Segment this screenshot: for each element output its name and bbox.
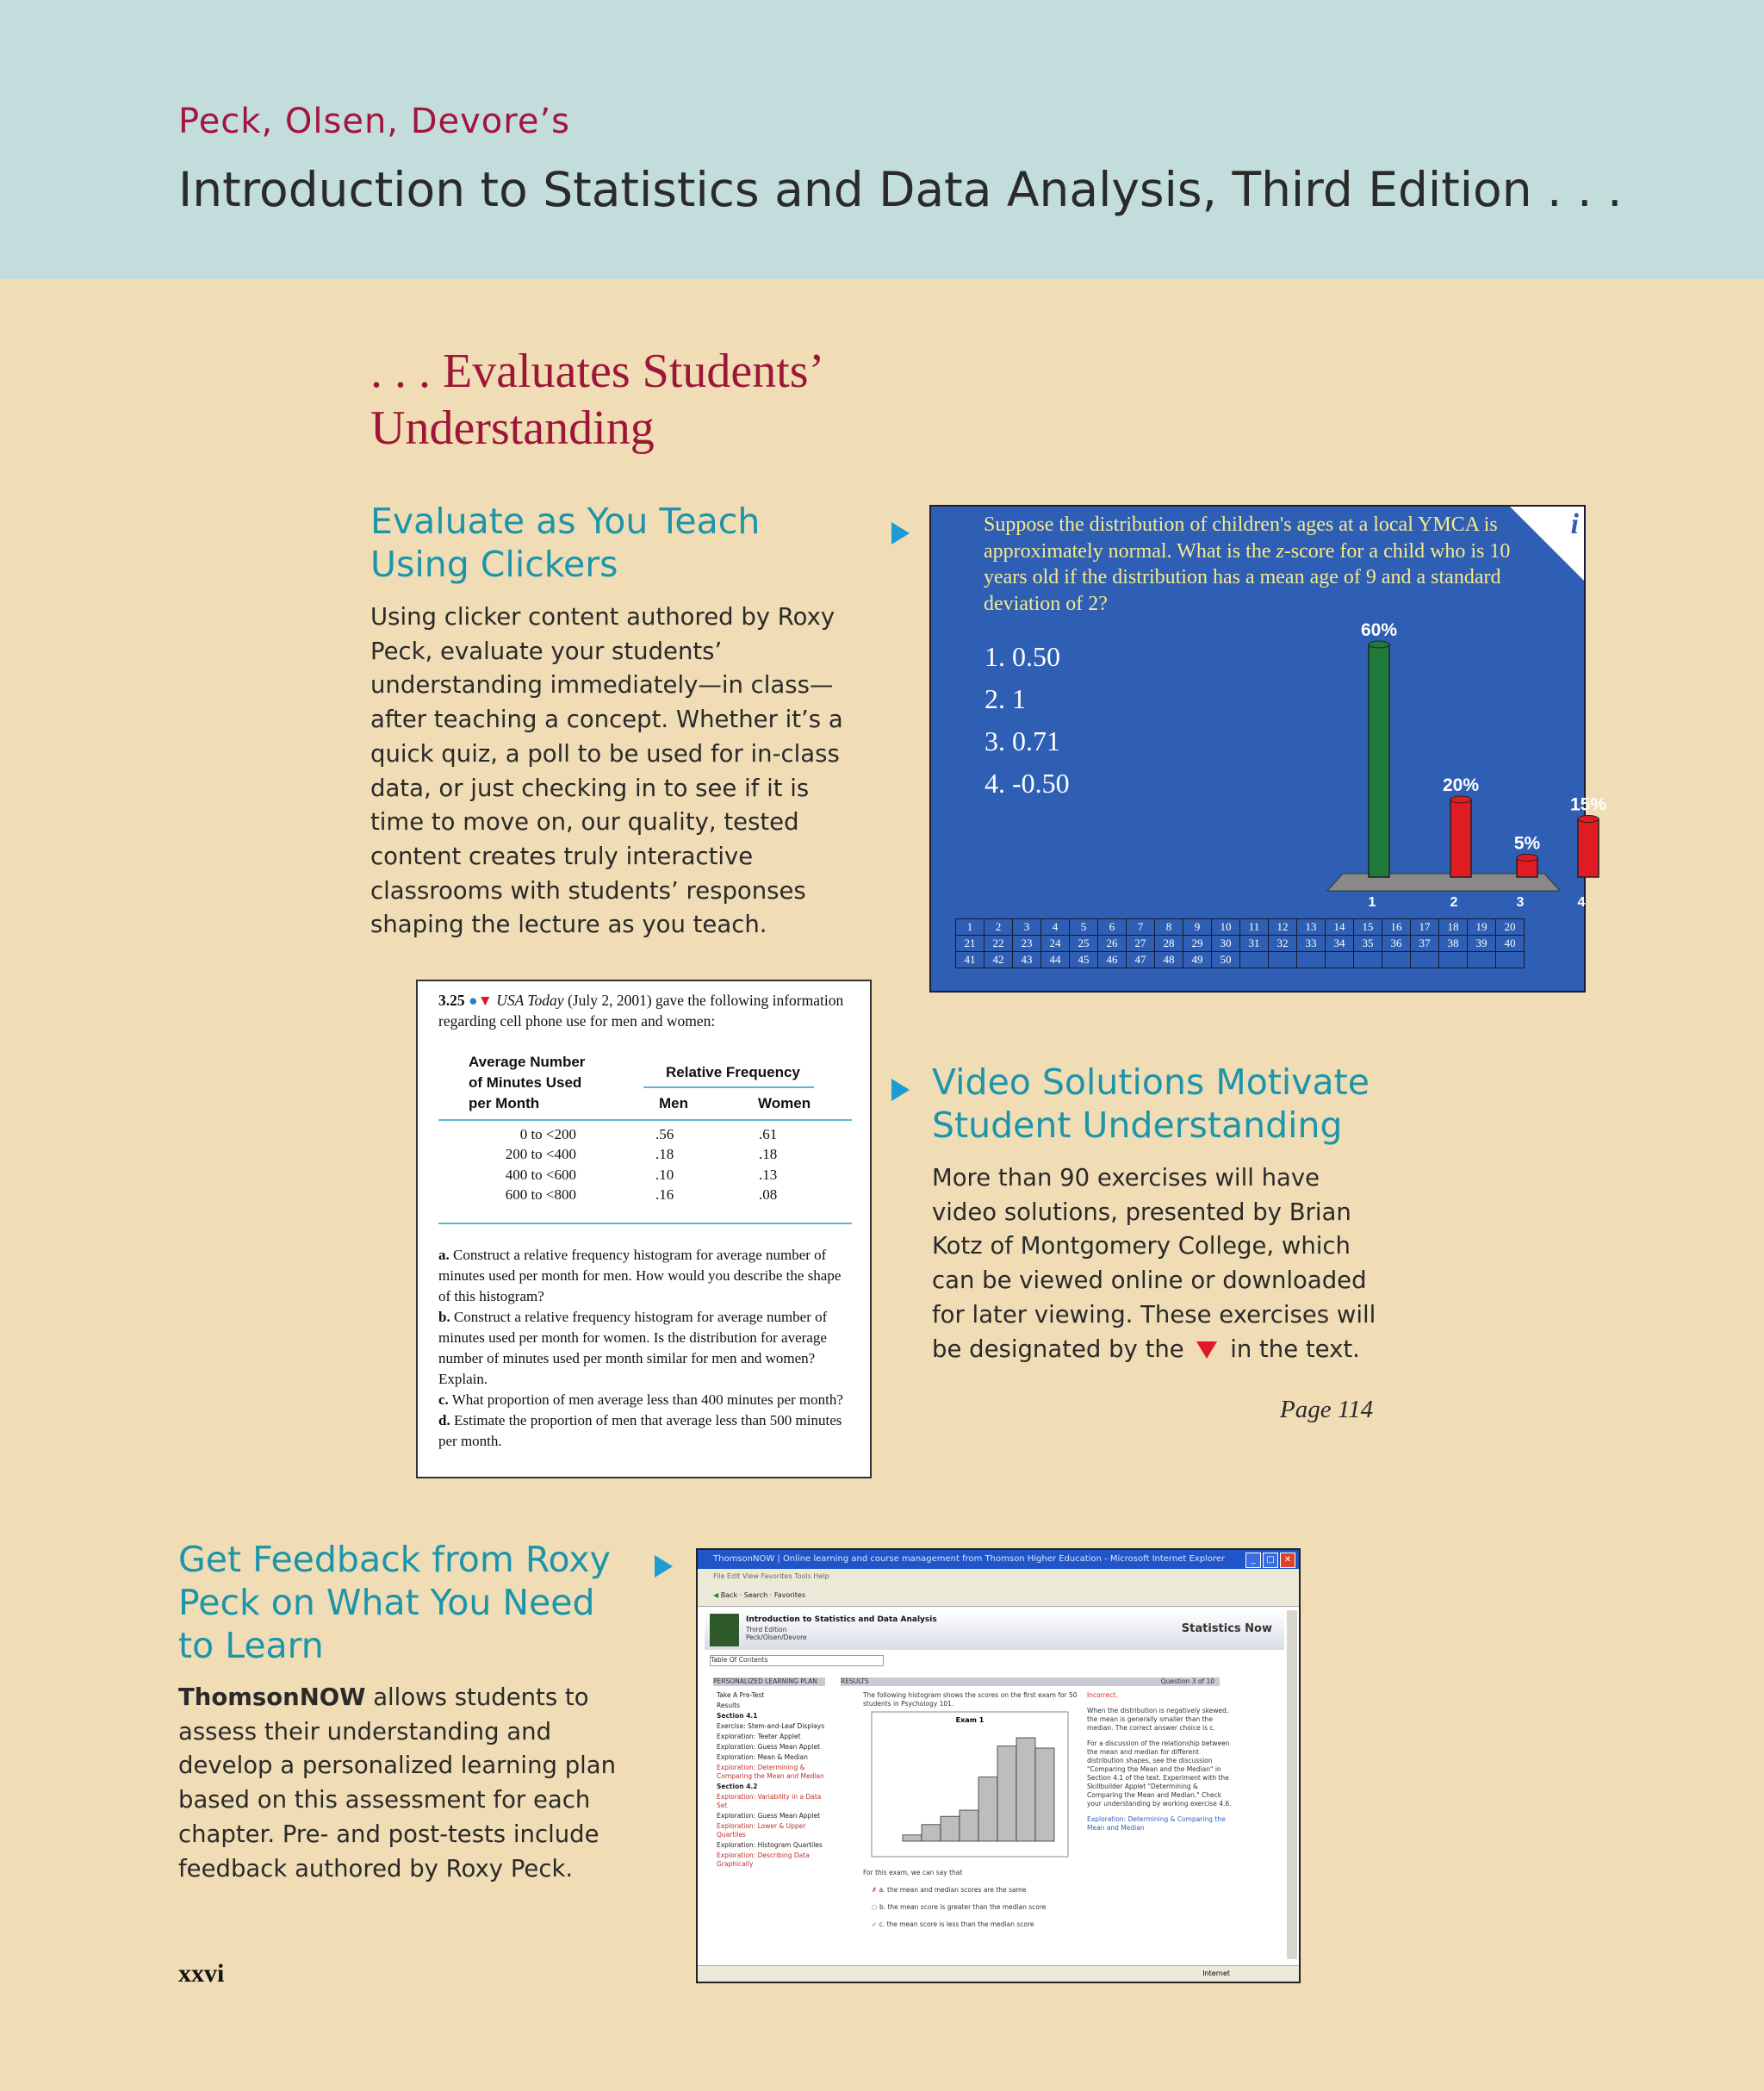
poll-category-label: 2 [1450,895,1458,910]
response-keypad-grid [955,918,1525,968]
table-bottom-rule [438,1223,852,1224]
poll-bar-cap [1450,796,1471,803]
plan-item[interactable]: Section 4.1 [717,1712,758,1720]
table-top-rule [438,1119,852,1121]
answer-choice[interactable] [872,1886,1096,1895]
poll-bar-cap [1369,641,1389,648]
close-icon[interactable]: ✕ [1280,1553,1295,1568]
frequency-table [438,1124,852,1205]
table-row [438,1124,852,1145]
range-cell: 400 to <600 [505,1166,576,1183]
poll-bar-cap [1517,855,1537,862]
keypad-cell: 19 [1468,919,1496,936]
exam-histogram [872,1712,1070,1858]
thomsonnow-browser-screenshot [696,1548,1301,1983]
exercise-part [438,1410,852,1452]
poll-bar-label: 5% [1513,833,1541,854]
page-folio: xxvi [178,1959,225,1988]
exercise-part [438,1245,852,1307]
keypad-row [956,919,1525,936]
feedback-heading-line: to Learn [178,1625,324,1666]
prompt-text: For this exam, we can say that [863,1869,963,1876]
maximize-icon[interactable]: □ [1263,1553,1278,1568]
histogram-bar [997,1746,1016,1841]
back-icon[interactable]: ◀ [713,1591,719,1599]
keypad-cell: 7 [1127,919,1155,936]
clicker-slide [929,505,1607,993]
question-variable: z [1276,539,1284,563]
page-reference: Page 114 [1280,1396,1374,1423]
browser-menu-bar[interactable]: File Edit View Favorites Tools Help [698,1569,1299,1584]
table-row [438,1186,852,1206]
browser-content [705,1610,1284,1959]
keypad-cell: 42 [984,952,1013,968]
feedback-more: For a discussion of the relationship between the mean and median for different distribution shapes, see the discussion "Comparing the Mean and the Median" in Section 4.1 of the text. Experiment with the Skillbuilder Applet "Determining & Comparing the Mean and Median." Check your understanding by working exercise 4.6. [1087,1739,1232,1808]
clickers-heading [370,500,760,586]
keypad-cell: 28 [1155,936,1183,952]
men-cell: .18 [655,1146,674,1163]
keypad-cell: 18 [1439,919,1468,936]
book-header-edition: Third Edition [746,1626,787,1634]
keypad-cell [1269,952,1297,968]
keypad-cell: 6 [1098,919,1127,936]
keypad-cell: 39 [1468,936,1496,952]
video-triangle-icon [1196,1341,1217,1359]
feedback-body [178,1681,635,1886]
answer-mark-icon: ✗ [872,1886,879,1894]
keypad-cell: 2 [984,919,1013,936]
range-cell: 600 to <800 [505,1186,576,1204]
women-cell: .18 [759,1146,778,1163]
answer-mark-icon: ✓ [872,1920,879,1928]
women-cell: .08 [759,1186,778,1204]
clickers-body: Using clicker content authored by Roxy Peck, evaluate your students’ understanding immediately—in class—after teaching a concept. Whether it’s a quick quiz, a poll to be used for in-class data, or just checking in to see if it is time to move on, our quality, tested content creates truly interactive classrooms with students’ responses shaping the lecture as you teach. [370,603,843,939]
arrow-icon [655,1555,673,1578]
poll-category-label: 3 [1516,895,1525,910]
exercise-intro-text: (July 2, 2001) gave the following information regarding cell phone use for men and women: [438,992,844,1030]
keypad-cell: 37 [1411,936,1439,952]
plan-item[interactable]: Take A Pre-Test [717,1691,765,1699]
keypad-cell: 27 [1127,936,1155,952]
book-header-authors: Peck/Olsen/Devore [746,1634,807,1641]
feedback-text: When the distribution is negatively skewed, the mean is generally smaller than the median. The correct answer choice is c. [1087,1707,1229,1732]
plan-item[interactable]: Exploration: Describing Data Graphically [717,1851,810,1868]
part-text: Estimate the proportion of men that average less than 500 minutes per month. [438,1412,842,1449]
clickers-heading-line: Using Clickers [370,544,618,585]
browser-toolbar[interactable] [698,1584,1299,1607]
keypad-cell [1468,952,1496,968]
keypad-cell [1326,952,1354,968]
histogram-bar [941,1816,960,1841]
part-label: d. [438,1412,450,1428]
histogram-bar [1016,1738,1035,1841]
col-head-minutes [469,1052,585,1114]
men-cell: .10 [655,1166,674,1183]
keypad-cell: 10 [1212,919,1240,936]
section-title: . . . Evaluates Students’ Understanding [370,345,822,455]
histogram-bar [1035,1748,1054,1841]
question-counter: Question 3 of 10 [1160,1677,1214,1685]
keypad-row [956,952,1525,968]
keypad-cell: 48 [1155,952,1183,968]
men-cell: .16 [655,1186,674,1204]
part-text: Construct a relative frequency histogram for average number of minutes used per month for women. Is the distribution for average number of minutes used per month similar for men and women? Explain. [438,1309,828,1387]
keypad-cell: 36 [1382,936,1411,952]
plan-item[interactable]: Exploration: Variability in a Data Set [717,1793,822,1809]
men-cell: .56 [655,1125,674,1142]
video-triangle-icon: ▼ [477,992,493,1009]
keypad-cell: 47 [1127,952,1155,968]
exercise-part [438,1390,852,1410]
option-2: 2. 1 [984,683,1026,714]
poll-bar [1369,644,1389,877]
histogram-bar [922,1825,941,1841]
range-cell: 200 to <400 [505,1146,576,1163]
keypad-cell: 44 [1041,952,1070,968]
header-banner [0,0,1764,279]
part-text: What proportion of men average less than 400 minutes per month? [448,1391,843,1408]
plan-item[interactable]: Exercise: Stem-and-Leaf Displays [717,1722,825,1730]
part-label: c. [438,1391,449,1408]
keypad-cell [1439,952,1468,968]
feedback-status: Incorrect. [1087,1691,1118,1699]
clickers-heading-line: Evaluate as You Teach [370,501,761,542]
exercise-source: USA Today [496,992,564,1009]
question-text: -score for a child who is 10 years old if the distribution has a mean age of 9 and a standard deviation of 2? [984,539,1511,615]
keypad-cell: 13 [1297,919,1326,936]
book-cover-thumb [710,1614,739,1646]
keypad-cell: 33 [1297,936,1326,952]
video-body-text: in the text. [1222,1335,1360,1363]
arrow-icon [891,522,910,545]
exercise-number: 3.25 [438,992,465,1009]
statistics-now-brand: Statistics Now [1181,1622,1272,1635]
histogram-bar [978,1777,997,1841]
col-head-men: Men [659,1095,688,1111]
keypad-cell: 16 [1382,919,1411,936]
answer-text: b. the mean score is greater than the median score [879,1903,1047,1911]
arrow-icon [891,1079,910,1101]
keypad-cell: 29 [1183,936,1212,952]
clicker-logo-icon: i [1570,508,1579,540]
authors-line: Peck, Olsen, Devore’s [178,102,571,141]
plan-item[interactable]: Results [717,1702,741,1709]
histogram-bar [903,1835,922,1841]
keypad-cell: 20 [1496,919,1525,936]
keypad-cell: 25 [1070,936,1098,952]
feedback-body-text: allows students to assess their understanding and develop a personalized learning plan based on this assessment for each chapter. Pre- and post-tests include feedback authored by Roxy Peck. [178,1683,617,1883]
video-heading-line: Student Understanding [932,1105,1343,1146]
keypad-cell [1411,952,1439,968]
col-head-line: of Minutes Used [469,1074,582,1091]
poll-bar-label: 20% [1442,775,1480,795]
book-header-title: Introduction to Statistics and Data Analysis [746,1615,937,1624]
part-text: Construct a relative frequency histogram for average number of minutes used per month for men. How would you describe the shape of this histogram? [438,1247,842,1304]
exercise-box [416,980,872,1478]
keypad-cell [1354,952,1382,968]
keypad-cell: 21 [956,936,984,952]
keypad-cell [1496,952,1525,968]
window-controls [1245,1553,1295,1568]
keypad-cell: 26 [1098,936,1127,952]
minimize-icon[interactable]: _ [1245,1553,1261,1568]
keypad-cell: 12 [1269,919,1297,936]
option-4: 4. -0.50 [984,768,1070,799]
book-title: Introduction to Statistics and Data Analysis, Third Edition . . . [178,162,1623,217]
plan-item[interactable]: Exploration: Histogram Quartiles [717,1841,823,1849]
video-body-text: More than 90 exercises will have video solutions, presented by Brian Kotz of Montgomery College, which can be viewed online or downloaded for later viewing. These exercises will be designated by the [932,1164,1376,1363]
keypad-cell: 11 [1240,919,1269,936]
slide-options [984,636,1070,805]
col-head-women: Women [758,1095,811,1111]
keypad-cell: 35 [1354,936,1382,952]
poll-bar [1578,819,1599,878]
keypad-cell: 23 [1013,936,1041,952]
plan-item[interactable]: Exploration: Mean & Median [717,1753,808,1761]
table-row [438,1165,852,1186]
poll-category-label: 4 [1577,895,1586,910]
keypad-cell: 32 [1269,936,1297,952]
exercise-part [438,1307,852,1390]
poll-bar-chart [1301,619,1607,912]
answer-choice[interactable] [872,1903,1096,1912]
keypad-cell: 34 [1326,936,1354,952]
status-zone: Internet [1202,1970,1230,1977]
keypad-cell: 14 [1326,919,1354,936]
poll-bar-cap [1578,816,1599,823]
keypad-cell: 45 [1070,952,1098,968]
plan-item[interactable]: Exploration: Teeter Applet [717,1733,801,1740]
keypad-row [956,936,1525,952]
keypad-cell: 38 [1439,936,1468,952]
feedback-panel [1087,1691,1233,1833]
keypad-cell: 43 [1013,952,1041,968]
plan-label: PERSONALIZED LEARNING PLAN [713,1677,825,1686]
table-row [438,1145,852,1166]
keypad-cell: 22 [984,936,1013,952]
keypad-cell: 31 [1240,936,1269,952]
video-body [932,1161,1380,1366]
keypad-cell: 24 [1041,936,1070,952]
group-rule [643,1086,814,1088]
poll-bar-label: 15% [1569,794,1607,815]
keypad-cell [1382,952,1411,968]
slide-question [984,512,1535,617]
col-head-line: Average Number [469,1054,586,1070]
option-1: 1. 0.50 [984,641,1060,672]
plan-item[interactable]: Exploration: Determining & Comparing the Mean and Median [717,1764,824,1780]
results-label: RESULTS [841,1677,869,1685]
poll-bar-label: 60% [1360,620,1398,640]
toc-select[interactable]: Table Of Contents [710,1655,884,1666]
histogram-bar [960,1810,978,1841]
answer-choice[interactable] [872,1920,1096,1929]
keypad-cell: 8 [1155,919,1183,936]
feedback-heading [178,1538,611,1667]
video-heading-line: Video Solutions Motivate [932,1061,1370,1103]
keypad-cell [1240,952,1269,968]
range-cell: 0 to <200 [519,1125,576,1142]
keypad-cell: 30 [1212,936,1240,952]
feedback-heading-line: Peck on What You Need [178,1582,595,1623]
plan-item[interactable]: Section 4.2 [717,1783,758,1790]
keypad-cell: 50 [1212,952,1240,968]
part-label: a. [438,1247,450,1263]
keypad-cell [1297,952,1326,968]
keypad-cell: 41 [956,952,984,968]
plan-items [717,1691,834,1870]
answer-text: c. the mean score is less than the median score [879,1920,1034,1928]
answer-text: a. the mean and median scores are the same [879,1886,1027,1894]
plan-item[interactable]: Exploration: Guess Mean Applet [717,1812,821,1820]
plan-item[interactable]: Exploration: Guess Mean Applet [717,1743,821,1751]
answer-mark-icon: ○ [872,1903,879,1911]
book-header [705,1610,1284,1650]
poll-bar [1450,800,1471,877]
question-text: The following histogram shows the scores on the first exam for 50 students in Psychology 101. [863,1691,1078,1708]
option-3: 3. 0.71 [984,725,1060,756]
keypad-cell: 46 [1098,952,1127,968]
question-text: Suppose the distribution of children's ages at a local YMCA is approximately normal. What is the [984,513,1498,563]
keypad-cell: 17 [1411,919,1439,936]
keypad-cell: 5 [1070,919,1098,936]
feedback-brand: ThomsonNOW [178,1683,366,1711]
keypad-cell: 49 [1183,952,1212,968]
col-group-head: Relative Frequency [666,1064,800,1080]
dot-icon: ● [469,992,478,1009]
feedback-link[interactable]: Exploration: Determining & Comparing the Mean and Median [1087,1815,1226,1832]
plan-item[interactable]: Exploration: Lower & Upper Quartiles [717,1822,806,1839]
video-heading [932,1061,1370,1147]
results-bar [841,1677,1220,1686]
answer-choices [872,1886,1096,1938]
keypad-cell: 9 [1183,919,1212,936]
keypad-cell: 4 [1041,919,1070,936]
keypad-cell: 1 [956,919,984,936]
col-head-line: per Month [469,1095,540,1111]
feedback-heading-line: Get Feedback from Roxy [178,1539,611,1580]
scrollbar[interactable] [1287,1610,1297,1959]
toolbar-labels[interactable]: Back · Search · Favorites [720,1591,806,1599]
keypad-cell: 40 [1496,936,1525,952]
exercise-intro [438,990,852,1031]
keypad-cell: 3 [1013,919,1041,936]
poll-category-label: 1 [1368,895,1376,910]
women-cell: .61 [759,1125,778,1142]
histogram-title: Exam 1 [955,1716,984,1724]
exercise-parts [438,1245,852,1452]
women-cell: .13 [759,1166,778,1183]
browser-status-bar [698,1965,1299,1982]
keypad-cell: 15 [1354,919,1382,936]
browser-title-bar: ThomsonNOW | Online learning and course management from Thomson Higher Education - Microsoft Internet Explorer [698,1550,1299,1569]
part-label: b. [438,1309,450,1325]
